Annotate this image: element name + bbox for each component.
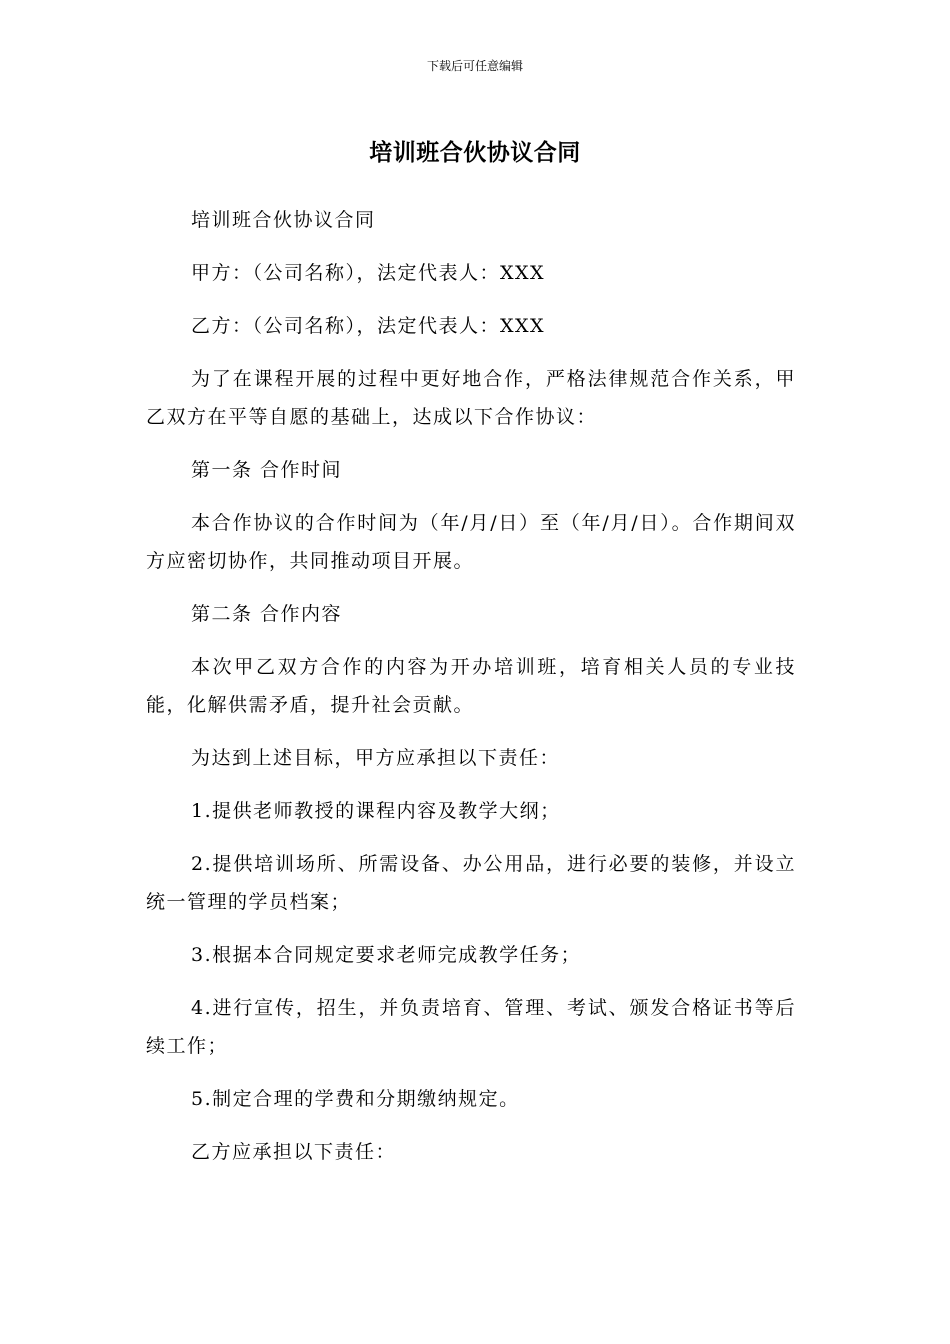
paragraph-party-b: 乙方：（公司名称），法定代表人：XXX xyxy=(191,315,546,337)
list-item-duty-3: 3.根据本合同规定要求老师完成教学任务； xyxy=(191,944,582,966)
paragraph-subtitle: 培训班合伙协议合同 xyxy=(191,209,376,231)
paragraph-party-a: 甲方：（公司名称），法定代表人：XXX xyxy=(191,262,546,284)
paragraph-article-2: 本次甲乙双方合作的内容为开办培训班，培育相关人员的专业技能，化解供需矛盾，提升社会贡献。 xyxy=(146,656,796,716)
list-item-duty-2: 2.提供培训场所、所需设备、办公用品，进行必要的装修，并设立统一管理的学员档案； xyxy=(146,853,796,913)
list-item-duty-1: 1.提供老师教授的课程内容及教学大纲； xyxy=(191,800,561,822)
article-heading-2: 第二条 合作内容 xyxy=(191,603,343,625)
list-item-duty-5: 5.制定合理的学费和分期缴纳规定。 xyxy=(191,1088,520,1110)
document-body xyxy=(146,201,796,1186)
list-item-duty-4: 4.进行宣传，招生，并负责培育、管理、考试、颁发合格证书等后续工作； xyxy=(146,997,796,1057)
document-title: 培训班合伙协议合同 xyxy=(369,140,581,166)
paragraph-preamble: 为了在课程开展的过程中更好地合作，严格法律规范合作关系，甲乙双方在平等自愿的基础上，达成以下合作协议： xyxy=(146,368,796,428)
paragraph-party-b-duties-intro: 乙方应承担以下责任： xyxy=(191,1141,397,1163)
paragraph-article-1: 本合作协议的合作时间为（年/月/日）至（年/月/日）。合作期间双方应密切协作，共同推动项目开展。 xyxy=(146,512,796,572)
header-note: 下载后可任意编辑 xyxy=(426,59,523,73)
article-heading-1: 第一条 合作时间 xyxy=(191,459,343,481)
paragraph-party-a-duties-intro: 为达到上述目标，甲方应承担以下责任： xyxy=(191,747,561,769)
